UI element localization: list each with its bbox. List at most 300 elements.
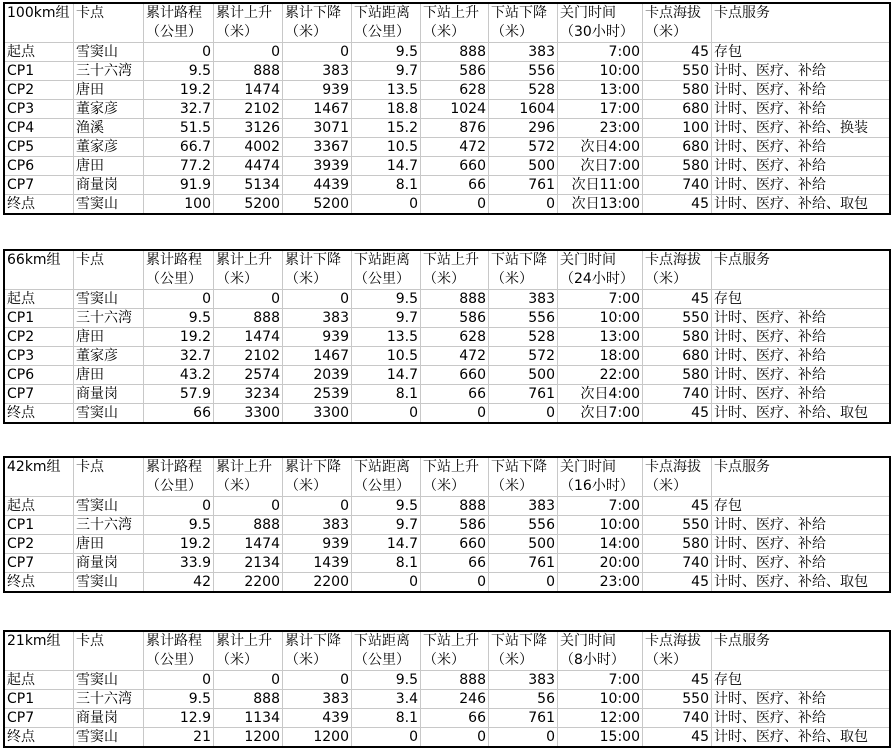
header-label: 累计下降 [285,459,341,475]
table-cell: 19.2 [143,535,213,553]
table-cell: CP6 [7,367,35,383]
table-row [5,553,889,572]
table-cell: 0 [282,671,351,689]
table-cell: 13:00 [557,81,642,99]
table-cell: 45 [642,671,711,689]
table-cell: 7:00 [557,671,642,689]
table-cell: 66 [420,709,488,727]
table-row [5,137,889,156]
table-cell: 0 [143,671,213,689]
table-cell: 100 [642,119,711,137]
header-label: 下站距离 [354,252,410,268]
header-cell [420,632,488,670]
header-label: 累计路程 [146,5,202,21]
table-cell: 起点 [7,291,35,307]
header-label: 下站下降 [491,633,547,649]
header-unit: （公里） [146,271,202,287]
table-cell: 740 [642,385,711,403]
table-cell: 雪窦山 [73,671,143,689]
table-cell: 0 [213,43,282,61]
table-cell: 9.7 [351,62,420,80]
table-cell: 8.1 [351,176,420,194]
table-cell: 0 [213,497,282,515]
table-cell: 1024 [420,100,488,118]
table-cell: 45 [642,404,711,422]
table-cell: 9.5 [143,309,213,327]
table-cell: 939 [282,535,351,553]
header-unit: （公里） [354,271,410,287]
table-cell: 761 [488,176,557,194]
header-cell [488,458,557,496]
header-cell [642,632,711,670]
table-cell: 586 [420,516,488,534]
header-cell [73,632,143,670]
table-cell: CP7 [7,710,35,726]
table-cell: 3126 [213,119,282,137]
table-cell: 0 [213,671,282,689]
table-cell: 23:00 [557,119,642,137]
header-label: 下站上升 [423,252,479,268]
header-cell [143,4,213,42]
table-cell: 572 [488,138,557,156]
table-cell: 660 [420,366,488,384]
table-cell: 3300 [282,404,351,422]
table-cell: 唐田 [73,366,143,384]
header-unit: （米） [645,652,687,668]
table-cell: 3939 [282,157,351,175]
header-cell [5,251,73,289]
table-cell: 66 [420,385,488,403]
table-cell: 66.7 [143,138,213,156]
table-cell: 660 [420,157,488,175]
table-row [5,175,889,194]
table-cell: 19.2 [143,328,213,346]
table-cell: 终点 [7,574,35,590]
table-cell: 计时、医疗、补给 [711,309,889,327]
header-unit: （米） [491,478,533,494]
header-label: 42km组 [7,459,61,475]
table-cell: 43.2 [143,366,213,384]
table-row [5,496,889,515]
table-cell: 0 [282,43,351,61]
table-cell: CP3 [7,101,35,117]
table-cell: 500 [488,535,557,553]
table-cell: 8.1 [351,554,420,572]
table-cell: 存包 [711,290,889,308]
header-unit: （米） [491,271,533,287]
table-cell: 次日7:00 [557,404,642,422]
table-cell: 起点 [7,44,35,60]
header-label: 卡点服务 [714,5,770,21]
table-row [5,572,889,591]
header-label: 关门时间 [560,252,616,268]
table-cell: 终点 [7,729,35,745]
table-cell: 17:00 [557,100,642,118]
checkpoint-table [3,456,891,593]
header-cell [5,458,73,496]
table-cell: 3367 [282,138,351,156]
table-cell: 66 [420,176,488,194]
table-cell: 0 [420,573,488,591]
table-cell: 雪窦山 [73,290,143,308]
table-cell: 100 [143,195,213,213]
header-label: 卡点海拔 [645,633,701,649]
table-cell: 550 [642,516,711,534]
table-cell: 556 [488,62,557,80]
header-cell [213,458,282,496]
table-cell: 45 [642,497,711,515]
table-cell: 383 [282,516,351,534]
table-cell: 2039 [282,366,351,384]
header-label: 下站下降 [491,459,547,475]
table-cell: 66 [420,554,488,572]
table-cell: 次日4:00 [557,138,642,156]
table-cell: 渔溪 [73,119,143,137]
header-cell [711,632,889,670]
table-row [5,99,889,118]
table-header-row [5,4,889,42]
table-cell: 500 [488,366,557,384]
table-cell: 876 [420,119,488,137]
table-cell: 计时、医疗、补给 [711,690,889,708]
table-cell: 383 [488,43,557,61]
table-cell: 1467 [282,347,351,365]
table-cell: 唐田 [73,157,143,175]
table-cell: 三十六湾 [73,516,143,534]
header-unit: （米） [423,652,465,668]
table-cell: 10:00 [557,62,642,80]
table-cell: CP1 [7,691,35,707]
table-cell: 528 [488,328,557,346]
table-cell: 存包 [711,43,889,61]
table-cell: 550 [642,62,711,80]
table-cell: 761 [488,554,557,572]
header-unit: （米） [645,24,687,40]
table-cell: 1134 [213,709,282,727]
header-cell [213,251,282,289]
table-cell: 起点 [7,498,35,514]
table-row [5,61,889,80]
table-cell: 680 [642,138,711,156]
table-cell: 1200 [282,728,351,746]
table-cell: 528 [488,81,557,99]
table-cell: 556 [488,516,557,534]
table-cell: 4474 [213,157,282,175]
header-label: 下站距离 [354,459,410,475]
header-cell [73,251,143,289]
table-cell: 761 [488,709,557,727]
header-unit: （公里） [354,478,410,494]
header-label: 累计上升 [216,459,272,475]
header-unit: （米） [491,652,533,668]
table-cell: 计时、医疗、补给 [711,535,889,553]
table-cell: 三十六湾 [73,62,143,80]
table-cell: 12.9 [143,709,213,727]
table-cell: 2134 [213,554,282,572]
table-cell: 7:00 [557,497,642,515]
table-cell: 3071 [282,119,351,137]
header-label: 卡点海拔 [645,252,701,268]
header-unit: （米） [216,24,258,40]
table-cell: CP5 [7,139,35,155]
table-cell: 580 [642,328,711,346]
table-cell: 439 [282,709,351,727]
table-cell: 0 [351,195,420,213]
table-cell: 9.5 [143,516,213,534]
table-row [5,118,889,137]
table-cell: 董家彦 [73,100,143,118]
table-cell: 14.7 [351,157,420,175]
table-cell: 15:00 [557,728,642,746]
header-cell [351,458,420,496]
table-cell: 5200 [213,195,282,213]
table-cell: CP3 [7,348,35,364]
table-cell: 939 [282,328,351,346]
table-cell: 888 [213,690,282,708]
table-cell: 5200 [282,195,351,213]
table-cell: 9.5 [351,43,420,61]
header-cell [420,4,488,42]
table-cell: CP4 [7,120,35,136]
table-cell: 383 [282,62,351,80]
header-label: 关门时间 [560,459,616,475]
table-cell: 0 [143,290,213,308]
table-cell: 9.5 [351,290,420,308]
table-cell: 雪窦山 [73,728,143,746]
header-cell [282,458,351,496]
header-unit: （公里） [146,478,202,494]
table-cell: 628 [420,81,488,99]
table-cell: 计时、医疗、补给、换装 [711,119,889,137]
table-cell: 10:00 [557,309,642,327]
table-cell: 888 [420,290,488,308]
header-label: 卡点海拔 [645,459,701,475]
table-cell: 383 [282,309,351,327]
header-unit: （米） [216,271,258,287]
table-row [5,327,889,346]
table-cell: 383 [488,497,557,515]
table-cell: 董家彦 [73,138,143,156]
header-unit: （24小时） [560,271,634,287]
checkpoint-table [3,630,891,748]
table-cell: 雪窦山 [73,195,143,213]
table-cell: 唐田 [73,328,143,346]
header-cell [282,251,351,289]
table-cell: 939 [282,81,351,99]
table-cell: 计时、医疗、补给 [711,62,889,80]
header-label: 关门时间 [560,5,616,21]
header-cell [711,4,889,42]
header-cell [213,632,282,670]
table-cell: 761 [488,385,557,403]
header-cell [711,251,889,289]
table-cell: 888 [213,309,282,327]
table-cell: 3234 [213,385,282,403]
table-cell: CP7 [7,177,35,193]
table-cell: 20:00 [557,554,642,572]
header-label: 下站距离 [354,5,410,21]
table-cell: 13.5 [351,81,420,99]
table-cell: 10:00 [557,690,642,708]
table-cell: 77.2 [143,157,213,175]
table-cell: 15.2 [351,119,420,137]
header-cell [420,251,488,289]
table-cell: 计时、医疗、补给、取包 [711,573,889,591]
table-cell: 21 [143,728,213,746]
table-cell: CP1 [7,310,35,326]
table-cell: 5134 [213,176,282,194]
header-cell [213,4,282,42]
table-cell: 计时、医疗、补给 [711,81,889,99]
table-cell: 0 [420,404,488,422]
header-unit: （公里） [354,24,410,40]
header-cell [420,458,488,496]
table-row [5,534,889,553]
table-cell: 383 [488,290,557,308]
table-cell: 计时、医疗、补给 [711,709,889,727]
table-cell: 计时、医疗、补给 [711,100,889,118]
header-label: 卡点海拔 [645,5,701,21]
table-cell: CP2 [7,536,35,552]
table-row [5,80,889,99]
header-label: 21km组 [7,633,61,649]
table-cell: 2200 [213,573,282,591]
table-cell: 14.7 [351,366,420,384]
table-row [5,689,889,708]
header-unit: （米） [645,478,687,494]
header-label: 累计下降 [285,633,341,649]
table-cell: 三十六湾 [73,690,143,708]
table-cell: 次日11:00 [557,176,642,194]
table-cell: 1439 [282,554,351,572]
table-cell: 45 [642,43,711,61]
table-cell: CP2 [7,82,35,98]
table-cell: 8.1 [351,385,420,403]
table-cell: 雪窦山 [73,404,143,422]
table-cell: 计时、医疗、补给 [711,347,889,365]
table-cell: 董家彦 [73,347,143,365]
table-cell: 33.9 [143,554,213,572]
table-cell: 296 [488,119,557,137]
table-row [5,708,889,727]
table-cell: 8.1 [351,709,420,727]
table-cell: 计时、医疗、补给 [711,138,889,156]
table-cell: 次日7:00 [557,157,642,175]
table-cell: 9.7 [351,516,420,534]
header-unit: （米） [216,478,258,494]
header-unit: （米） [645,271,687,287]
header-cell [557,251,642,289]
table-cell: 19.2 [143,81,213,99]
table-cell: 12:00 [557,709,642,727]
table-cell: 0 [488,728,557,746]
table-cell: 9.5 [143,690,213,708]
table-cell: 7:00 [557,43,642,61]
header-cell [282,4,351,42]
table-cell: 0 [213,290,282,308]
header-cell [711,458,889,496]
header-cell [488,4,557,42]
table-cell: 18:00 [557,347,642,365]
header-label: 下站上升 [423,5,479,21]
header-unit: （米） [285,271,327,287]
table-cell: 10:00 [557,516,642,534]
table-cell: 计时、医疗、补给 [711,385,889,403]
table-row [5,346,889,365]
table-cell: CP2 [7,329,35,345]
table-cell: 888 [420,43,488,61]
table-cell: 终点 [7,196,35,212]
header-cell [143,458,213,496]
table-cell: 0 [488,404,557,422]
table-cell: 57.9 [143,385,213,403]
header-cell [557,4,642,42]
header-label: 累计下降 [285,252,341,268]
table-cell: 91.9 [143,176,213,194]
table-cell: 0 [351,404,420,422]
table-cell: 580 [642,81,711,99]
table-cell: 500 [488,157,557,175]
table-cell: 计时、医疗、补给 [711,516,889,534]
header-label: 下站上升 [423,459,479,475]
header-label: 下站下降 [491,252,547,268]
table-header-row [5,458,889,496]
header-cell [282,632,351,670]
checkpoint-table [3,249,891,424]
table-cell: 2200 [282,573,351,591]
table-cell: 计时、医疗、补给 [711,554,889,572]
table-cell: CP1 [7,517,35,533]
table-row [5,727,889,746]
table-cell: CP1 [7,63,35,79]
table-cell: 存包 [711,497,889,515]
table-cell: 45 [642,728,711,746]
table-cell: 1200 [213,728,282,746]
table-cell: 三十六湾 [73,309,143,327]
header-unit: （米） [285,24,327,40]
table-row [5,156,889,175]
table-row [5,403,889,422]
table-cell: 42 [143,573,213,591]
table-cell: CP7 [7,555,35,571]
table-cell: 22:00 [557,366,642,384]
table-cell: 2574 [213,366,282,384]
table-cell: 0 [351,728,420,746]
header-cell [351,251,420,289]
table-cell: 0 [420,728,488,746]
table-cell: 存包 [711,671,889,689]
table-cell: 888 [213,62,282,80]
header-label: 66km组 [7,252,61,268]
header-label: 累计上升 [216,5,272,21]
header-cell [351,4,420,42]
table-cell: 14:00 [557,535,642,553]
table-cell: 572 [488,347,557,365]
table-cell: 雪窦山 [73,497,143,515]
header-unit: （米） [491,24,533,40]
table-cell: 246 [420,690,488,708]
table-cell: 740 [642,709,711,727]
header-label: 卡点服务 [714,459,770,475]
table-cell: 4439 [282,176,351,194]
table-row [5,384,889,403]
table-cell: 0 [143,43,213,61]
table-cell: 383 [282,690,351,708]
table-cell: 2102 [213,100,282,118]
table-cell: 51.5 [143,119,213,137]
table-cell: 0 [351,573,420,591]
table-cell: 3.4 [351,690,420,708]
